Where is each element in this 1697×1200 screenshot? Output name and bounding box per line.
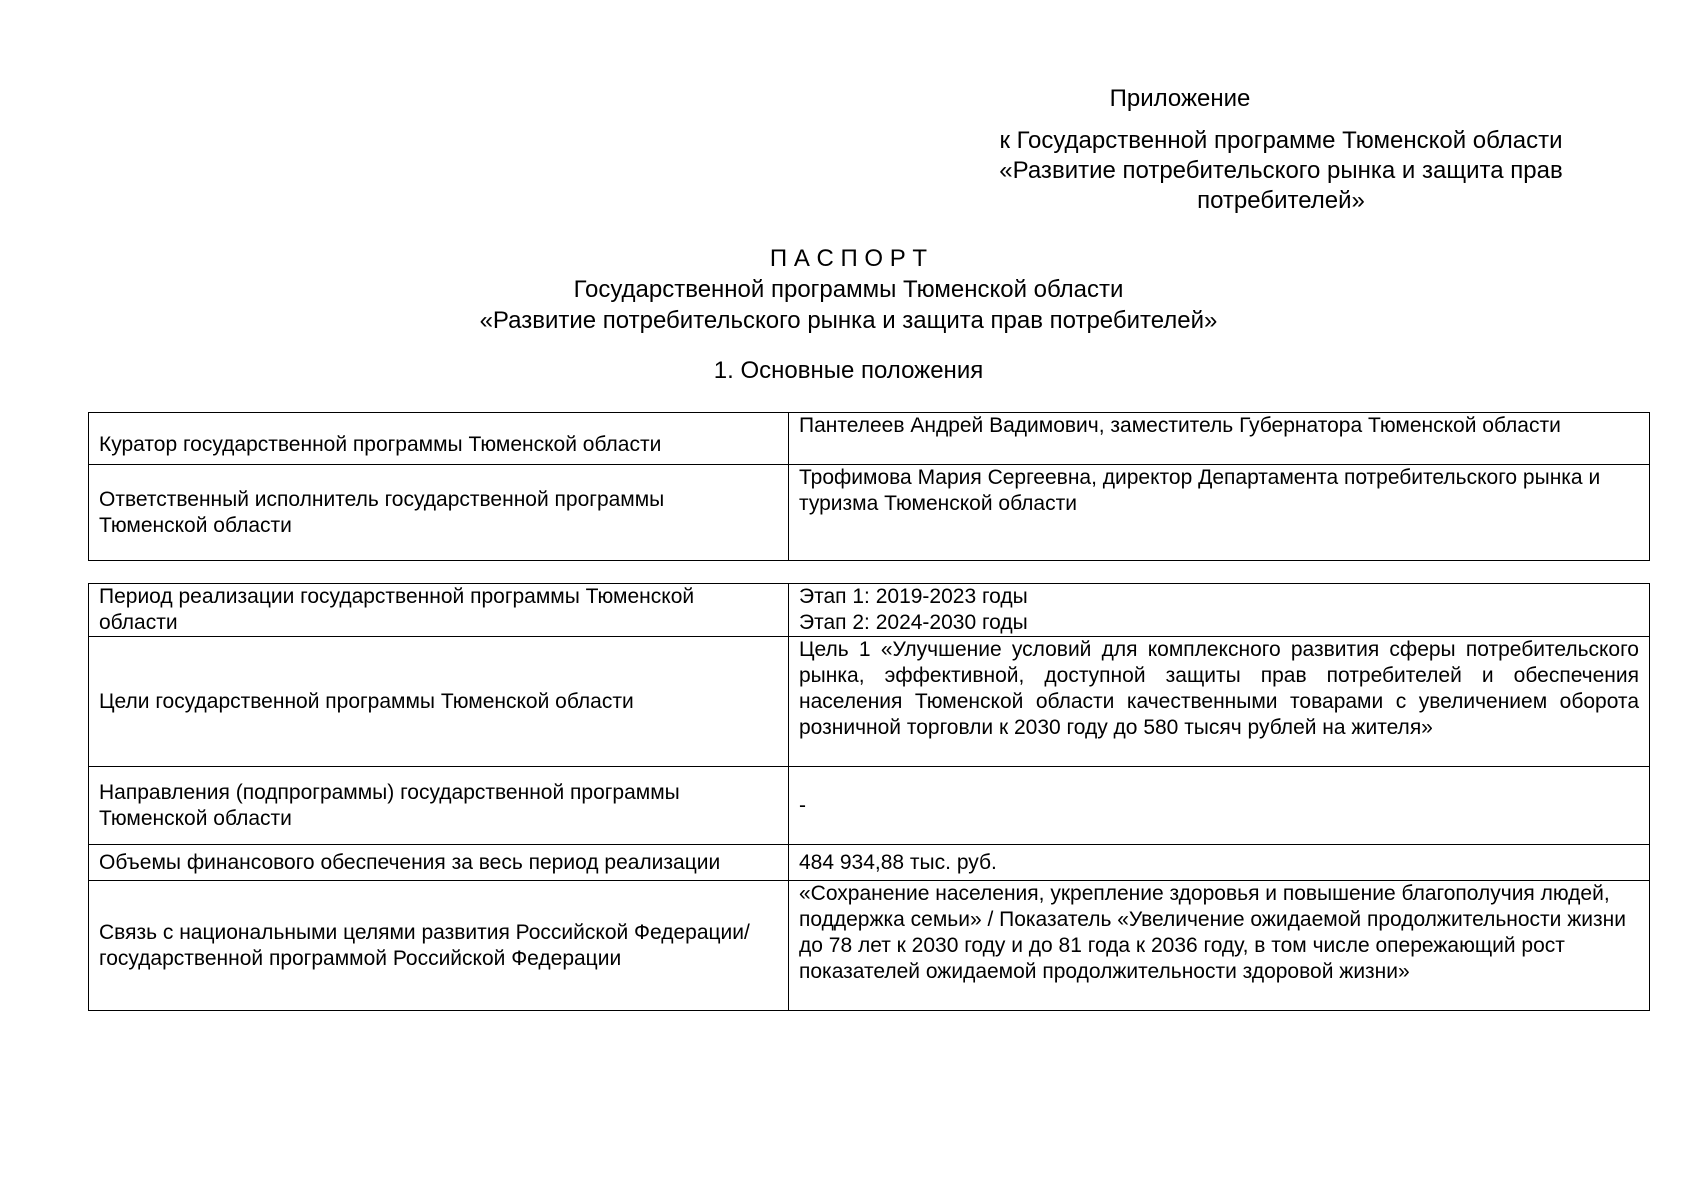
row-label: Связь с национальными целями развития Российской Федерации/ государственной программой Российской Федерации (89, 881, 789, 1011)
table-row (89, 637, 1650, 767)
stage-2: Этап 2: 2024-2030 годы (799, 611, 1028, 634)
row-value: 484 934,88 тыс. руб. (789, 845, 1650, 881)
passport-title: П А С П О Р Т (769, 245, 928, 272)
program-title-line: «Развитие потребительского рынка и защита прав потребителей» (479, 307, 1218, 334)
row-value (789, 584, 1650, 637)
annex-line: потребителей» (1197, 187, 1365, 214)
row-label: Период реализации государственной программы Тюменской области (89, 584, 789, 637)
row-label: Направления (подпрограммы) государственной программы Тюменской области (89, 767, 789, 845)
annex-reference (966, 126, 1596, 216)
row-value: - (789, 767, 1650, 845)
table-row (89, 465, 1650, 561)
table-row (89, 767, 1650, 845)
row-value: Пантелеев Андрей Вадимович, заместитель Губернатора Тюменской области (789, 413, 1650, 465)
row-label: Ответственный исполнитель государственной программы Тюменской области (89, 465, 789, 561)
stage-1: Этап 1: 2019-2023 годы (799, 585, 1028, 608)
passport-table-main (88, 583, 1650, 1011)
row-value: Цель 1 «Улучшение условий для комплексного развития сферы потребительского рынка, эффективной, доступной защиты прав потребителей и обеспечения населения Тюменской области качественными товарами с увеличением оборота розничной торговли к 2030 году до 580 тысяч рублей на жителя» (789, 637, 1650, 767)
program-title-line: Государственной программы Тюменской области (573, 276, 1124, 303)
row-value: Трофимова Мария Сергеевна, директор Департамента потребительского рынка и туризма Тюменской области (789, 465, 1650, 561)
row-value: «Сохранение населения, укрепление здоровья и повышение благополучия людей, поддержка семьи» / Показатель «Увеличение ожидаемой продолжительности жизни до 78 лет к 2030 году и до 81 года к 2036 году, в том числе опережающий рост показателей ожидаемой продолжительности здоровой жизни» (789, 881, 1650, 1011)
annex-title: Приложение (1109, 85, 1251, 112)
document-heading (0, 243, 1697, 336)
row-label: Объемы финансового обеспечения за весь период реализации (89, 845, 789, 881)
annex-line: к Государственной программе Тюменской области (999, 127, 1563, 154)
section-title: 1. Основные положения (713, 357, 984, 384)
table-row (89, 413, 1650, 465)
table-row (89, 584, 1650, 637)
row-label: Куратор государственной программы Тюменской области (89, 413, 789, 465)
annex-line: «Развитие потребительского рынка и защита прав (999, 157, 1563, 184)
row-label: Цели государственной программы Тюменской области (89, 637, 789, 767)
table-row (89, 881, 1650, 1011)
passport-table-responsible (88, 412, 1650, 561)
table-row (89, 845, 1650, 881)
